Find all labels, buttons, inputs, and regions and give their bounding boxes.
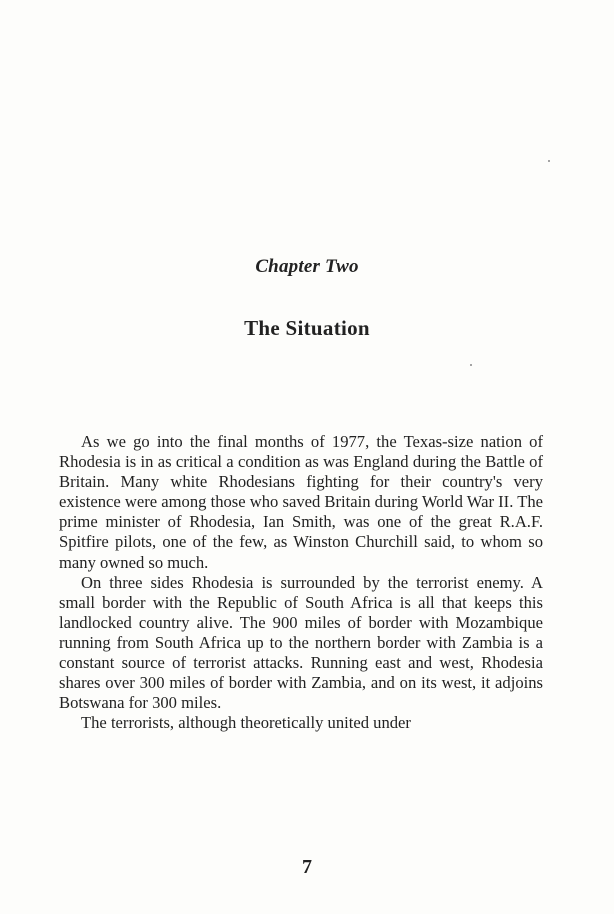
paragraph: The terrorists, although theoretically united under xyxy=(81,713,411,733)
body-text xyxy=(59,432,543,733)
chapter-title: The Situation xyxy=(244,316,370,340)
scan-speck xyxy=(470,364,472,366)
scan-speck xyxy=(548,160,550,162)
page-number: 7 xyxy=(302,856,312,878)
chapter-label: Chapter Two xyxy=(255,256,359,277)
paragraph: On three sides Rhodesia is surrounded by the terrorist enemy. A small border with the Republic of South Africa is all that keeps this landlocked country alive. The 900 miles of border with Mozambique running from South Africa up to the northern border with Zambia is a constant source of terrorist attacks. Running east and west, Rhodesia shares over 300 miles of border with Zambia, and on its west, it adjoins Botswana for 300 miles. xyxy=(59,572,543,713)
paragraph: As we go into the final months of 1977, the Texas-size nation of Rhodesia is in as critical a condition as was England during the Battle of Britain. Many white Rhodesians fighting for their country's very existence were among those who saved Britain during World War II. The prime minister of Rhodesia, Ian Smith, was one of the great R.A.F. Spitfire pilots, one of the few, as Winston Churchill said, to whom so many owned so much. xyxy=(59,432,543,572)
